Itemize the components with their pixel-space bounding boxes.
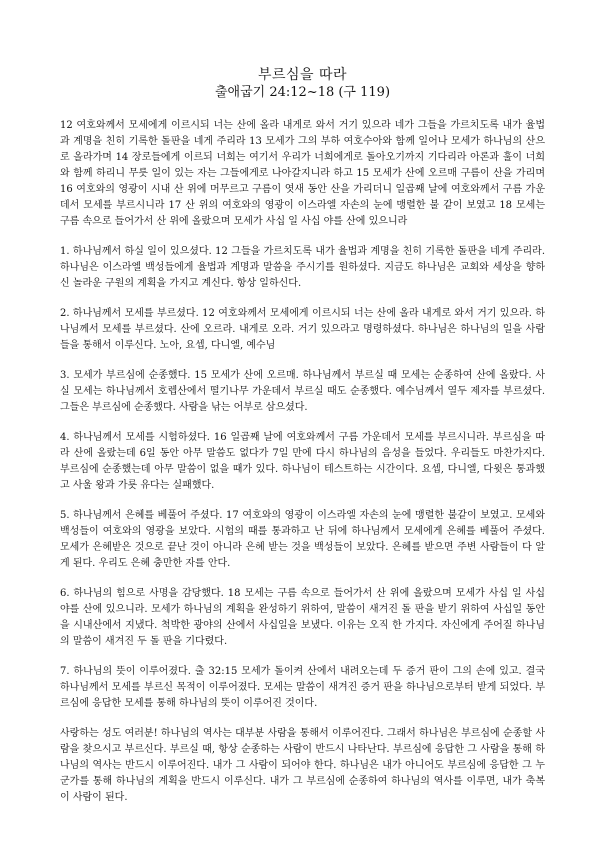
point-6-paragraph: 6. 하나님의 힘으로 사명을 감당했다. 18 모세는 구름 속으로 들어가서 산 위에 올랐으며 모세가 사십 일 사십 야를 산에 있으니라. 모세가 하나님의 계획을 완성하기 위하여, 말씀이 새겨진 돌 판을 받기 위하여 사십일 동안을 시내산에서 지냈다. 척박한 광야의 산에서 사십일을 보냈다. 이유는 오직 한 가지다. 자신에게 주어질 하나님의 말씀이 새겨진 두 돌 판을 기다렸다. <box>60 588 545 647</box>
point-5-paragraph: 5. 하나님께서 은혜를 베풀어 주셨다. 17 여호와의 영광이 이스라엘 자손의 눈에 맹렬한 불같이 보였고. 모세와 백성들이 여호와의 영광을 보았다. 시험의 때를 통과하고 난 뒤에 하나님께서 모세에게 은혜를 베풀어 주셨다. 모세가 은혜받은 것으로 끝난 것이 아니라 은혜 받는 것을 백성들이 보았다. 은혜를 받으면 주변 사람들이 다 알게 된다. 우리도 은혜 충만한 자를 안다. <box>60 510 545 569</box>
point-1-paragraph: 1. 하나님께서 하실 일이 있으셨다. 12 그들을 가르치도록 내가 율법과 계명을 친히 기록한 돌판을 네게 주리라. 하나님은 이스라엘 백성들에게 율법과 계명과 말씀을 주시기를 원하셨다. 지금도 하나님은 교회와 세상을 향하신 놀라운 구원의 계획을 가지고 계신다. 항상 일하신다. <box>60 246 545 289</box>
point-2-paragraph: 2. 하나님께서 모세를 부르셨다. 12 여호와께서 모세에게 이르시되 너는 산에 올라 내게로 와서 거기 있으라. 하나님께서 모세를 부르셨다. 산에 오르라. 내게로 오라. 거기 있으라고 명령하셨다. 하나님은 하나님의 일을 사람들을 통해서 이루신다. 노아, 요셉, 다니엘, 예수님 <box>60 308 545 351</box>
conclusion-paragraph: 사랑하는 성도 여러분! 하나님의 역사는 대부분 사람을 통해서 이루어진다. 그래서 하나님은 부르심에 순종할 사람을 찾으시고 부르신다. 부르실 때, 항상 순종하는 사람이 반드시 나타난다. 부르심에 응답한 그 사람을 통해 하나님의 역사는 반드시 이루어진다. 내가 그 사람이 되어야 한다. 하나님은 내가 아니어도 부르심에 응답한 그 누군가를 통해 하나님의 계획을 반드시 이루신다. 내가 그 부르심에 순종하여 하나님의 역사를 이루면, 내가 축복이 사람이 된다. <box>60 728 545 803</box>
scripture-reference: 출애굽기 24:12~18 (구 119) <box>214 85 391 100</box>
point-3-paragraph: 3. 모세가 부르심에 순종했다. 15 모세가 산에 오르매. 하나님께서 부르실 때 모세는 순종하여 산에 올랐다. 사실 모세는 하나님께서 호렙산에서 떨기나무 가운데서 부르실 때도 순종했다. 예수님께서 열두 제자를 부르셨다. 그들은 부르심에 순종했다. 사람을 낚는 어부로 삼으셨다. <box>60 370 545 413</box>
page-title: 부르심을 따라 <box>257 67 348 83</box>
scripture-passage: 12 여호와께서 모세에게 이르시되 너는 산에 올라 내게로 와서 거기 있으라 네가 그들을 가르치도록 내가 율법과 계명을 친히 기록한 돌판을 네게 주리라 13 모세가 그의 부하 여호수아와 함께 일어나 모세가 하나님의 산으로 올라가며 14 장로들에게 이르되 너희는 여기서 우리가 너희에게로 돌아오기까지 기다리라 아론과 훌이 너희와 함께 하리니 무릇 일이 있는 자는 그들에게로 나아갈지니라 하고 15 모세가 산에 오르매 구름이 산을 가리며 16 여호와의 영광이 시내 산 위에 머무르고 구름이 엿새 동안 산을 가리더니 일곱째 날에 여호와께서 구름 가운데서 모세를 부르시니라 17 산 위의 여호와의 영광이 이스라엘 자손의 눈에 맹렬한 불 같이 보였고 18 모세는 구름 속으로 들어가서 산 위에 올랐으며 모세가 사십 일 사십 야를 산에 있으니라 <box>60 120 545 227</box>
document-page <box>60 66 545 820</box>
point-7-paragraph: 7. 하나님의 뜻이 이루어졌다. 출 32:15 모세가 돌이켜 산에서 내려오는데 두 증거 판이 그의 손에 있고. 결국 하나님께서 모세를 부르신 목적이 이루어졌다. 모세는 말씀이 새겨진 증거 판을 하나님으로부터 받게 되었다. 부르심에 응답한 모세를 통해 하나님의 뜻이 이루어진 것이다. <box>60 666 545 709</box>
point-4-paragraph: 4. 하나님께서 모세를 시험하셨다. 16 일곱째 날에 여호와께서 구름 가운데서 모세를 부르시니라. 부르심을 따라 산에 올랐는데 6일 동안 아무 말씀도 없다가 7일 만에 다시 하나님의 음성을 들었다. 우리들도 마찬가지다. 부르심에 순종했는데 아무 말씀이 없을 때가 있다. 하나님이 테스트하는 시간이다. 요셉, 다니엘, 다윗은 통과했고 사울 왕과 가룟 유다는 실패했다. <box>60 432 545 491</box>
